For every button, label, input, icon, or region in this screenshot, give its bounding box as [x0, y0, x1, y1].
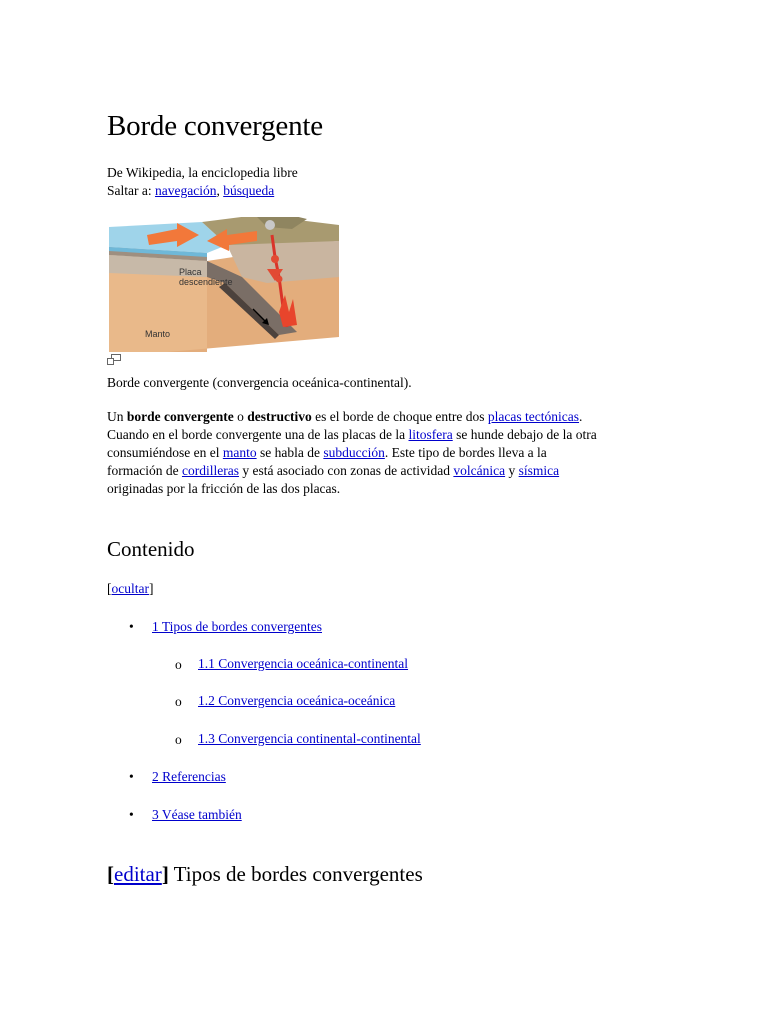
text: o: [233, 409, 248, 424]
intro-line-3: [107, 444, 667, 462]
jump-separator: ,: [216, 183, 224, 198]
magma-blob-1: [271, 255, 279, 263]
link-cordilleras[interactable]: cordilleras: [181, 463, 239, 478]
link-manto[interactable]: manto: [222, 445, 257, 460]
intro-line-1: [107, 408, 667, 426]
jump-navigation-link[interactable]: navegación: [154, 183, 217, 198]
text: se habla de: [256, 445, 324, 460]
page-title: Borde convergente: [107, 110, 323, 142]
toc-item[interactable]: 1.3 Convergencia continental-continental: [198, 731, 421, 746]
toc-item[interactable]: 2 Referencias: [152, 769, 226, 784]
text: Un: [107, 409, 127, 424]
toc-item[interactable]: 3 Véase también: [152, 807, 242, 822]
text: . Este tipo de bordes lleva a la: [384, 445, 547, 460]
text: .: [579, 409, 583, 424]
bracket: [: [107, 581, 112, 596]
bullet: o: [175, 732, 182, 747]
text: se hunde debajo de la otra: [452, 427, 597, 442]
link-subduccion[interactable]: subducción: [323, 445, 385, 460]
bullet: •: [129, 769, 134, 784]
convergent-boundary-image[interactable]: [107, 217, 342, 352]
volcano-plume: [265, 220, 275, 230]
figure-caption: Borde convergente (convergencia oceánica-continental).: [107, 375, 412, 390]
intro-line-4: [107, 462, 667, 480]
jump-search-link[interactable]: búsqueda: [223, 183, 275, 198]
bracket: ]: [161, 862, 169, 886]
label-plate-descending: descendiente: [179, 277, 233, 287]
toc-toggle: [107, 580, 153, 598]
toc-item[interactable]: 1 Tipos de bordes convergentes: [152, 619, 322, 634]
enlarge-icon[interactable]: [107, 354, 121, 365]
toc-item[interactable]: 1.2 Convergencia oceánica-oceánica: [198, 693, 396, 708]
label-mantle: Manto: [145, 329, 171, 339]
jump-links: [107, 182, 274, 200]
edit-section-link[interactable]: editar: [114, 862, 162, 886]
bullet: o: [175, 657, 182, 672]
intro-line-5: originadas por la fricción de las dos placas.: [107, 481, 341, 496]
text: es el borde de choque entre dos: [311, 409, 488, 424]
bullet: o: [175, 694, 182, 709]
continental-crust: [227, 241, 339, 283]
text: formación de: [107, 463, 182, 478]
label-plate: Placa: [179, 267, 202, 277]
link-sismica[interactable]: sísmica: [518, 463, 560, 478]
toc-hide-link[interactable]: ocultar: [111, 581, 149, 596]
link-placas-tectonicas[interactable]: placas tectónicas: [487, 409, 580, 424]
link-litosfera[interactable]: litosfera: [408, 427, 453, 442]
bold-term: borde convergente: [126, 409, 234, 424]
text: y está asociado con zonas de actividad: [238, 463, 454, 478]
link-volcanica[interactable]: volcánica: [453, 463, 506, 478]
intro-paragraph: [107, 408, 667, 498]
bullet: •: [129, 807, 134, 822]
toc-item[interactable]: 1.1 Convergencia oceánica-continental: [198, 656, 409, 671]
toc-heading: Contenido: [107, 537, 195, 561]
bracket: [: [107, 862, 114, 886]
bold-term: destructivo: [247, 409, 312, 424]
text: consumiéndose en el: [107, 445, 223, 460]
site-subtitle: De Wikipedia, la enciclopedia libre: [107, 165, 298, 180]
bullet: •: [129, 619, 134, 634]
intro-line-2: [107, 426, 667, 444]
text: Cuando en el borde convergente una de las placas de la: [107, 427, 409, 442]
jump-prefix: Saltar a:: [107, 183, 155, 198]
section-heading: [107, 862, 423, 887]
section-title: Tipos de bordes convergentes: [168, 862, 423, 886]
text: y: [505, 463, 519, 478]
bracket: ]: [148, 581, 154, 596]
